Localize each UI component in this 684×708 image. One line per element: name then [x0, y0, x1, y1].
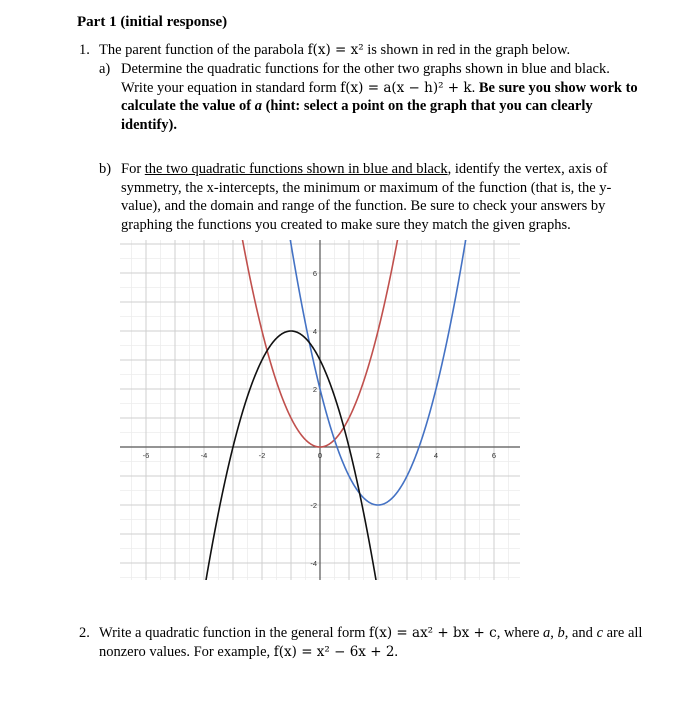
part-heading: Part 1 (initial response): [77, 14, 228, 30]
general-form-math: f(x) = ax² + bx + c: [368, 625, 497, 641]
question-1b-text: For the two quadratic functions shown in blue and black, identify the vertex, axis of symmetry, the x-intercepts, the minimum or maximum of the function (that is, the y-value), and the domain and range of the function. Be sure to check your answers by graphing the functions you created to make sure they match the given graphs.: [121, 161, 612, 233]
underlined-phrase: the two quadratic functions shown in blue and black: [144, 161, 448, 177]
x-tick-label: 2: [375, 451, 381, 460]
y-tick-label: 2: [312, 385, 317, 394]
parabola-graph: [120, 240, 520, 580]
y-tick-label: 4: [312, 327, 317, 336]
y-tick-label: 6: [312, 269, 317, 278]
x-tick-label: -4: [200, 451, 208, 460]
x-tick-label: 4: [433, 451, 439, 460]
question-1-text: The parent function of the parabola f(x) = x² is shown in red in the graph below.: [99, 42, 571, 58]
question-1-number: 1.: [79, 42, 90, 58]
question-2-text: Write a quadratic function in the general form f(x) = ax² + bx + c, where a, b, and c are all nonzero values. For example, f(x) = x² − 6x + 2.: [99, 625, 643, 660]
standard-form-math: f(x) = a(x − h)² + k: [340, 79, 472, 96]
question-2-number: 2.: [79, 625, 90, 641]
x-tick-label: 6: [491, 451, 497, 460]
x-tick-label: 0: [317, 451, 323, 460]
x-tick-label: -2: [258, 451, 266, 460]
y-tick-label: -4: [310, 559, 317, 568]
parent-function-math: f(x) = x²: [307, 42, 364, 58]
axes: [120, 240, 520, 580]
question-1a-text: Determine the quadratic functions for the other two graphs shown in blue and black. Write your equation in standard form f(x) = a(x − h)² + k. Be sure you show work to calculate the value of a (hint: select a point on the graph that you can clearly identify).: [121, 61, 638, 133]
question-1b-letter: b): [99, 161, 112, 177]
x-tick-label: -6: [142, 451, 150, 460]
y-tick-label: -2: [310, 501, 317, 510]
example-function-math: f(x) = x² − 6x + 2: [273, 643, 395, 660]
question-1a-letter: a): [99, 61, 111, 77]
